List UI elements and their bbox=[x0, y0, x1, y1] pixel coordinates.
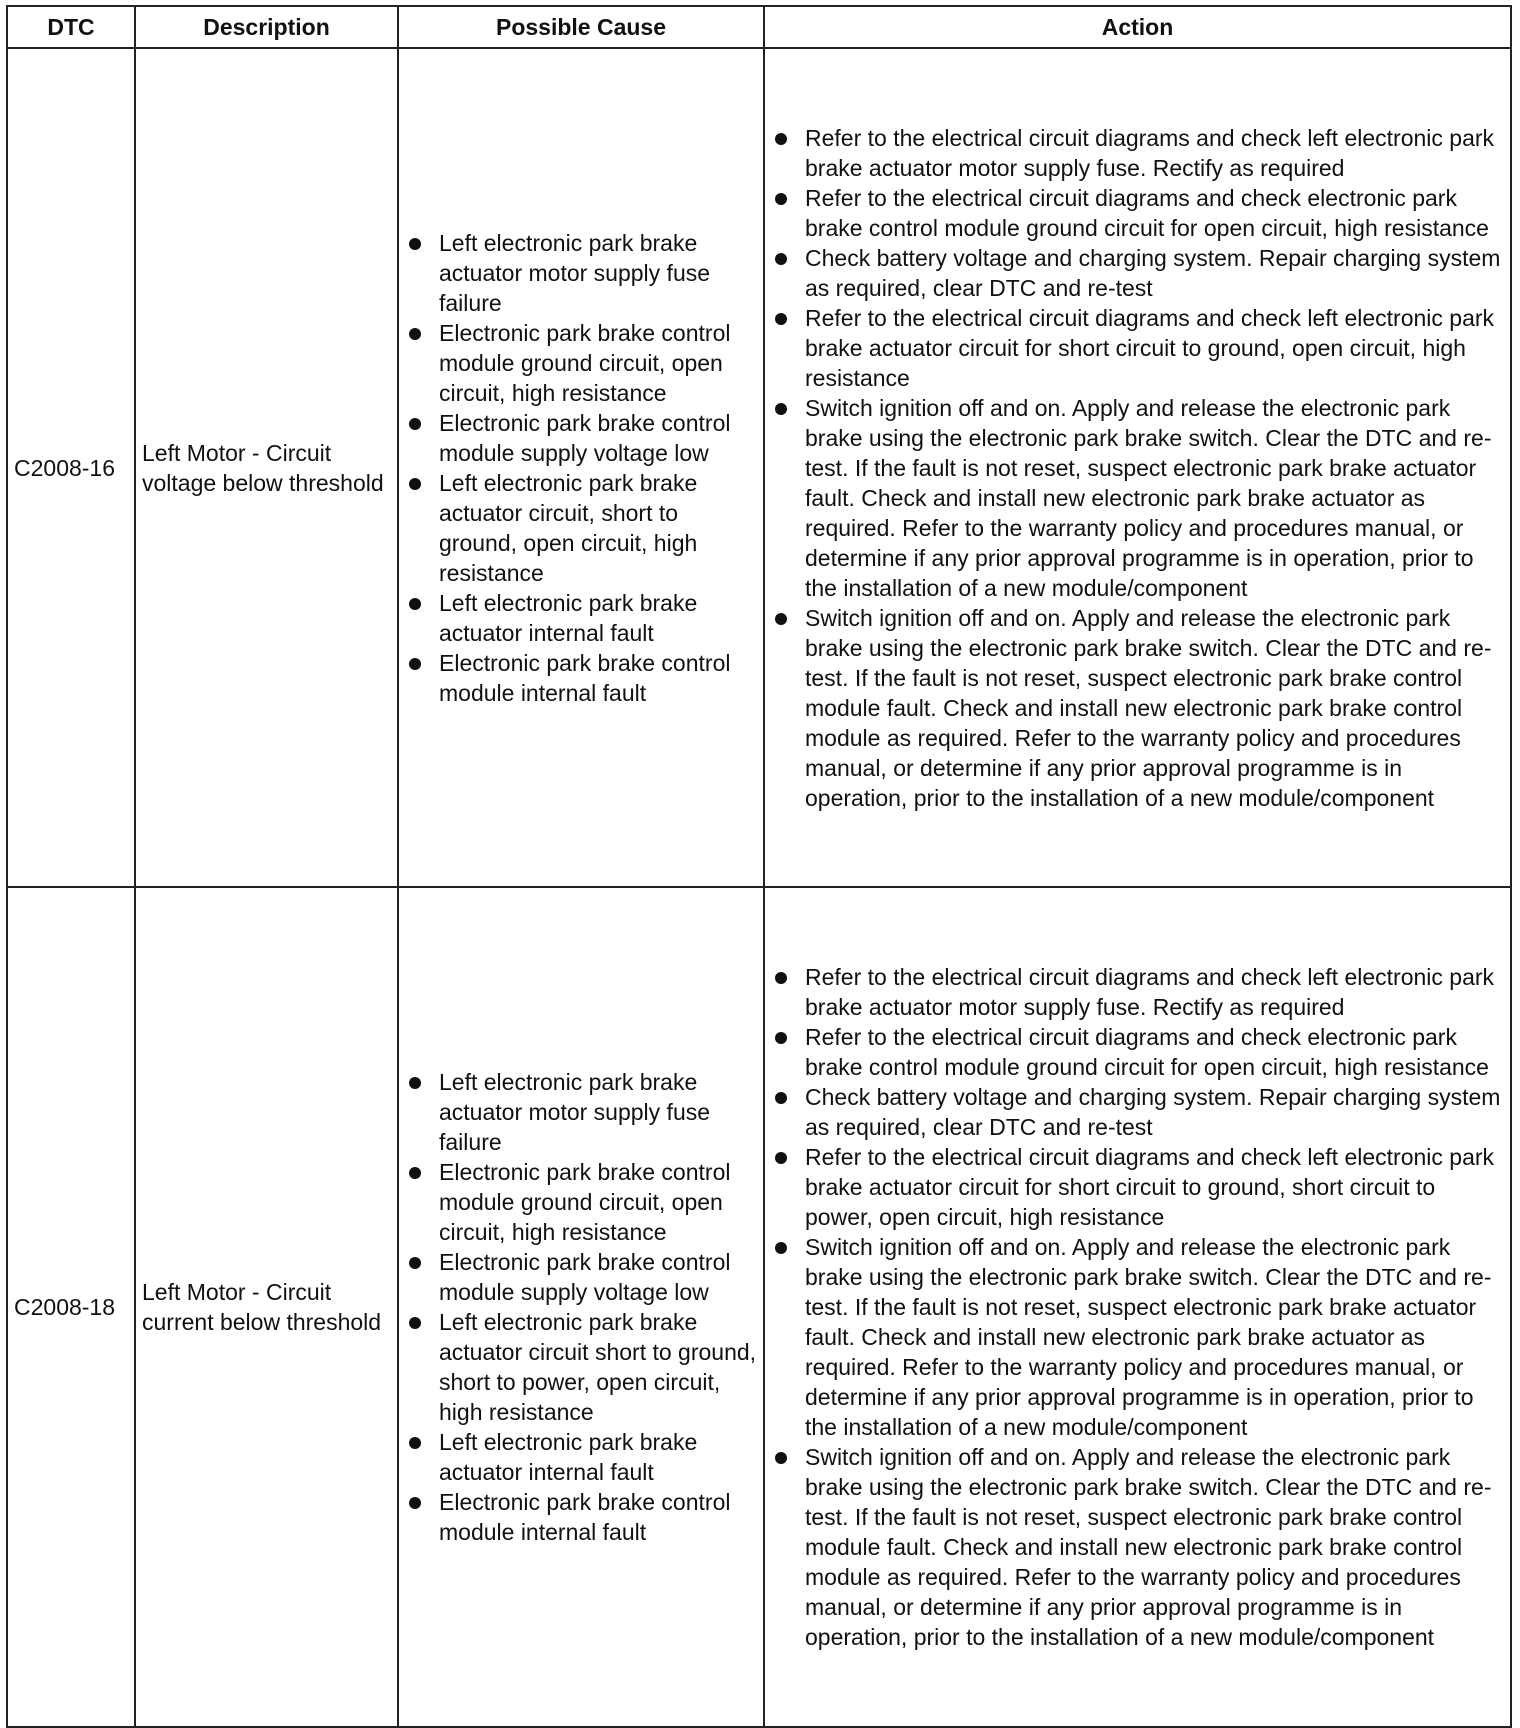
action-item: Switch ignition off and on. Apply and release the electronic park brake using the electronic park brake switch. Clear the DTC and re-test. If the fault is not reset, suspect electronic park brake control module fault. Check and install new electronic park brake control module as required. Refer to the warranty policy and procedures manual, or determine if any prior approval programme is in operation, prior to the installation of a new module/component bbox=[771, 1442, 1504, 1652]
action-cell bbox=[764, 887, 1511, 1727]
possible-cause-cell bbox=[398, 887, 764, 1727]
cause-item: Left electronic park brake actuator motor supply fuse failure bbox=[405, 228, 757, 318]
cause-item: Left electronic park brake actuator circuit short to ground, short to power, open circuit, high resistance bbox=[405, 1307, 757, 1427]
action-cell bbox=[764, 48, 1511, 887]
cause-item: Electronic park brake control module internal fault bbox=[405, 1487, 757, 1547]
table-body bbox=[7, 48, 1511, 1727]
action-item: Refer to the electrical circuit diagrams and check electronic park brake control module ground circuit for open circuit, high resistance bbox=[771, 1022, 1504, 1082]
dtc-code: C2008-16 bbox=[7, 48, 135, 887]
action-item: Check battery voltage and charging system. Repair charging system as required, clear DTC and re-test bbox=[771, 243, 1504, 303]
cause-item: Electronic park brake control module supply voltage low bbox=[405, 1247, 757, 1307]
action-item: Refer to the electrical circuit diagrams and check left electronic park brake actuator circuit for short circuit to ground, open circuit, high resistance bbox=[771, 303, 1504, 393]
header-possible-cause: Possible Cause bbox=[398, 6, 764, 48]
dtc-table bbox=[6, 5, 1512, 1728]
dtc-code: C2008-18 bbox=[7, 887, 135, 1727]
cause-item: Left electronic park brake actuator circuit, short to ground, open circuit, high resistance bbox=[405, 468, 757, 588]
header-action: Action bbox=[764, 6, 1511, 48]
action-item: Refer to the electrical circuit diagrams and check left electronic park brake actuator motor supply fuse. Rectify as required bbox=[771, 123, 1504, 183]
cause-list bbox=[405, 228, 757, 708]
table-row bbox=[7, 48, 1511, 887]
dtc-description: Left Motor - Circuit current below threshold bbox=[135, 887, 398, 1727]
cause-item: Electronic park brake control module ground circuit, open circuit, high resistance bbox=[405, 1157, 757, 1247]
cause-item: Electronic park brake control module ground circuit, open circuit, high resistance bbox=[405, 318, 757, 408]
action-list bbox=[771, 962, 1504, 1652]
cause-item: Electronic park brake control module internal fault bbox=[405, 648, 757, 708]
cause-list bbox=[405, 1067, 757, 1547]
cause-item: Left electronic park brake actuator internal fault bbox=[405, 588, 757, 648]
action-item: Refer to the electrical circuit diagrams and check electronic park brake control module ground circuit for open circuit, high resistance bbox=[771, 183, 1504, 243]
header-row bbox=[7, 6, 1511, 48]
table-row bbox=[7, 887, 1511, 1727]
action-list bbox=[771, 123, 1504, 813]
action-item: Refer to the electrical circuit diagrams and check left electronic park brake actuator circuit for short circuit to ground, short circuit to power, open circuit, high resistance bbox=[771, 1142, 1504, 1232]
action-item: Switch ignition off and on. Apply and release the electronic park brake using the electronic park brake switch. Clear the DTC and re-test. If the fault is not reset, suspect electronic park brake control module fault. Check and install new electronic park brake control module as required. Refer to the warranty policy and procedures manual, or determine if any prior approval programme is in operation, prior to the installation of a new module/component bbox=[771, 603, 1504, 813]
dtc-description: Left Motor - Circuit voltage below threshold bbox=[135, 48, 398, 887]
cause-item: Electronic park brake control module supply voltage low bbox=[405, 408, 757, 468]
action-item: Switch ignition off and on. Apply and release the electronic park brake using the electronic park brake switch. Clear the DTC and re-test. If the fault is not reset, suspect electronic park brake actuator fault. Check and install new electronic park brake actuator as required. Refer to the warranty policy and procedures manual, or determine if any prior approval programme is in operation, prior to the installation of a new module/component bbox=[771, 1232, 1504, 1442]
table-header bbox=[7, 6, 1511, 48]
cause-item: Left electronic park brake actuator motor supply fuse failure bbox=[405, 1067, 757, 1157]
action-item: Check battery voltage and charging system. Repair charging system as required, clear DTC and re-test bbox=[771, 1082, 1504, 1142]
cause-item: Left electronic park brake actuator internal fault bbox=[405, 1427, 757, 1487]
action-item: Refer to the electrical circuit diagrams and check left electronic park brake actuator motor supply fuse. Rectify as required bbox=[771, 962, 1504, 1022]
header-description: Description bbox=[135, 6, 398, 48]
header-dtc: DTC bbox=[7, 6, 135, 48]
action-item: Switch ignition off and on. Apply and release the electronic park brake using the electronic park brake switch. Clear the DTC and re-test. If the fault is not reset, suspect electronic park brake actuator fault. Check and install new electronic park brake actuator as required. Refer to the warranty policy and procedures manual, or determine if any prior approval programme is in operation, prior to the installation of a new module/component bbox=[771, 393, 1504, 603]
possible-cause-cell bbox=[398, 48, 764, 887]
